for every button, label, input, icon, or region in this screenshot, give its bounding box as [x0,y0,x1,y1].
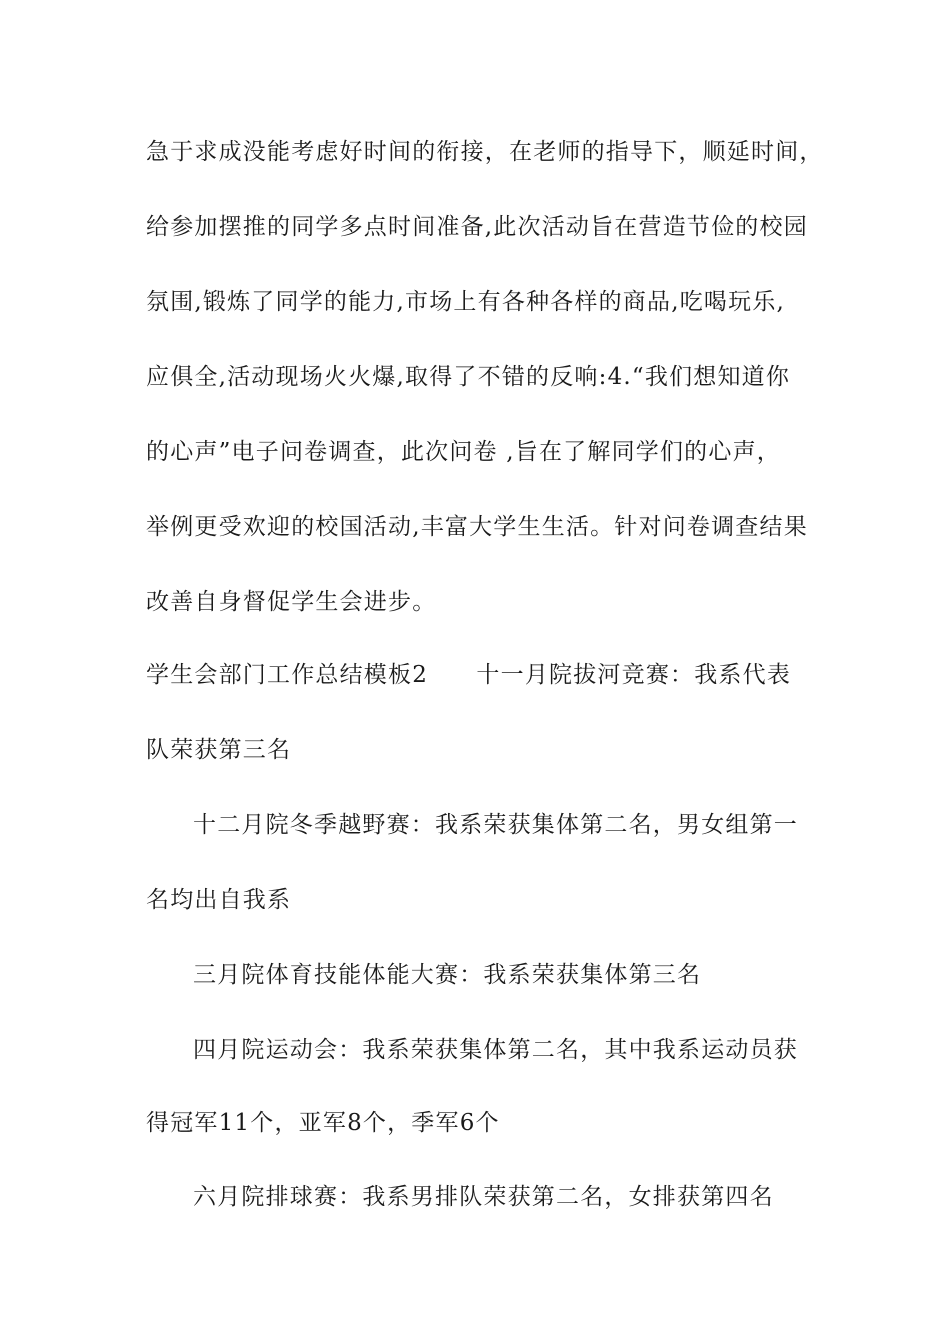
paragraph-line: 的心声”电子问卷调查，此次问卷 ,旨在了解同学们的心声， [146,439,781,465]
paragraph-line: 得冠军11个，亚军8个，季军6个 [146,1110,500,1136]
paragraph-line: 氛围,锻炼了同学的能力,市场上有各种各样的商品,吃喝玩乐, [146,289,786,315]
paragraph-line: 举例更受欢迎的校国活动,丰富大学生生活。针对问卷调查结果 [146,514,808,540]
paragraph-line: 队荣获第三名 [146,737,292,763]
paragraph-line: 急于求成没能考虑好时间的衔接，在老师的指导下，顺延时间， [146,139,824,165]
section-heading-line: 学生会部门工作总结模板2 十一月院拔河竞赛：我系代表 [146,662,792,688]
paragraph-line: 名均出自我系 [146,887,292,913]
paragraph-line: 十二月院冬季越野赛：我系荣获集体第二名，男女组第一 [193,812,798,838]
paragraph-line: 六月院排球赛：我系男排队荣获第二名，女排获第四名 [193,1184,774,1210]
paragraph-line: 四月院运动会：我系荣获集体第二名，其中我系运动员获 [193,1037,798,1063]
paragraph-line: 给参加摆推的同学多点时间准备,此次活动旨在营造节俭的校园 [146,214,808,240]
paragraph-line: 改善自身督促学生会进步。 [146,589,437,615]
paragraph-line: 应俱全,活动现场火火爆,取得了不错的反响:4.“我们想知道你 [146,364,791,390]
paragraph-line: 三月院体育技能体能大赛：我系荣获集体第三名 [193,962,702,988]
